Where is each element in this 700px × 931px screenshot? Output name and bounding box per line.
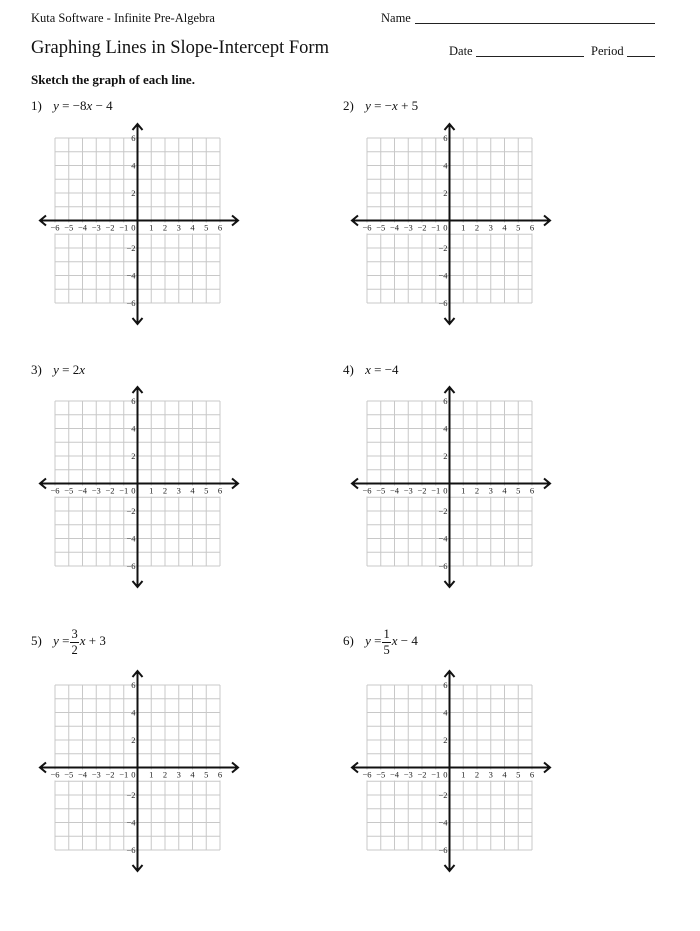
coordinate-grid-6[interactable] <box>346 666 556 876</box>
y-tick-label: 4 <box>443 423 448 434</box>
x-tick-label: −3 <box>403 769 413 780</box>
problem-6 <box>343 628 418 656</box>
problem-1 <box>31 98 113 114</box>
coordinate-grid-5[interactable] <box>34 666 244 876</box>
x-tick-label: −3 <box>403 485 413 496</box>
y-tick-label: 4 <box>131 423 136 434</box>
x-tick-label: 5 <box>516 769 521 780</box>
x-tick-label: 1 <box>461 769 466 780</box>
x-tick-label: 0 <box>131 222 136 233</box>
x-tick-label: 6 <box>217 222 223 233</box>
x-tick-label: 3 <box>488 222 493 233</box>
equation <box>365 98 418 113</box>
x-tick-label: 4 <box>502 769 507 780</box>
x-tick-label: 3 <box>176 485 181 496</box>
x-tick-label: −5 <box>64 222 74 233</box>
software-label: Kuta Software - Infinite Pre-Algebra <box>31 11 215 25</box>
x-tick-label: 0 <box>443 485 448 496</box>
frac-numerator: 1 <box>383 627 390 641</box>
x-tick-label: 6 <box>529 222 535 233</box>
grid-svg <box>346 666 556 876</box>
grid-svg <box>346 119 556 329</box>
x-tick-label: −5 <box>64 769 74 780</box>
fraction <box>382 628 390 656</box>
problem-3 <box>31 362 85 378</box>
x-tick-label: −2 <box>105 485 115 496</box>
y-tick-label: −4 <box>126 270 136 281</box>
instructions: Sketch the graph of each line. <box>31 72 195 87</box>
x-tick-label: −5 <box>64 485 74 496</box>
equation <box>53 98 113 113</box>
problem-2 <box>343 98 418 114</box>
y-tick-label: −2 <box>438 506 448 516</box>
x-tick-label: 2 <box>474 485 480 496</box>
coordinate-grid-1[interactable] <box>34 119 244 329</box>
y-tick-label: −6 <box>126 845 136 855</box>
x-tick-label: −5 <box>376 485 386 496</box>
var-x: x <box>391 632 398 648</box>
x-tick-label: −2 <box>105 222 115 233</box>
y-tick-label: 6 <box>443 680 448 690</box>
x-tick-label: 5 <box>204 222 209 233</box>
coordinate-grid-4[interactable] <box>346 382 556 592</box>
x-tick-label: 1 <box>149 769 154 780</box>
var-x: x <box>392 98 398 113</box>
name-field-line[interactable] <box>415 23 655 24</box>
x-tick-label: 6 <box>529 769 535 780</box>
y-tick-label: 6 <box>131 396 136 406</box>
x-tick-label: 2 <box>162 769 168 780</box>
y-tick-label: 2 <box>443 188 448 198</box>
var-y: y <box>53 632 59 648</box>
x-tick-label: 3 <box>488 769 493 780</box>
y-tick-label: 6 <box>443 396 448 406</box>
y-tick-label: 4 <box>443 707 448 718</box>
y-tick-label: −4 <box>438 817 448 828</box>
equation <box>365 627 418 657</box>
eq-part: = <box>62 632 70 648</box>
frac-denominator: 5 <box>383 642 390 657</box>
x-tick-label: 1 <box>461 485 466 496</box>
x-tick-label: −2 <box>417 222 427 233</box>
x-tick-label: −4 <box>77 222 88 233</box>
x-tick-label: −1 <box>119 769 129 780</box>
x-tick-label: 5 <box>516 222 521 233</box>
grid-svg <box>34 382 244 592</box>
y-tick-label: 6 <box>131 680 136 690</box>
problem-number: 1) <box>31 98 42 113</box>
x-tick-label: −4 <box>77 769 88 780</box>
x-tick-label: 4 <box>190 485 195 496</box>
var-y: y <box>53 98 59 113</box>
y-tick-label: 2 <box>443 451 448 461</box>
y-tick-label: 2 <box>131 188 136 198</box>
grid-svg <box>34 666 244 876</box>
date-label: Date <box>449 44 473 58</box>
x-tick-label: −4 <box>389 485 400 496</box>
equation <box>53 362 85 377</box>
x-tick-label: −3 <box>91 769 101 780</box>
y-tick-label: 2 <box>131 451 136 461</box>
y-tick-label: 6 <box>443 133 448 143</box>
problem-number: 3) <box>31 362 42 377</box>
y-tick-label: −4 <box>126 817 136 828</box>
y-tick-label: 2 <box>131 735 136 745</box>
y-tick-label: 2 <box>443 735 448 745</box>
x-tick-label: 3 <box>488 485 493 496</box>
var-x: x <box>86 98 93 113</box>
x-tick-label: −6 <box>50 222 60 233</box>
coordinate-grid-2[interactable] <box>346 119 556 329</box>
x-tick-label: 6 <box>529 485 535 496</box>
x-tick-label: −3 <box>91 222 101 233</box>
grid-svg <box>34 119 244 329</box>
x-tick-label: −2 <box>417 485 427 496</box>
y-tick-label: −2 <box>438 243 448 253</box>
x-tick-label: −5 <box>376 222 386 233</box>
x-tick-label: −2 <box>417 769 427 780</box>
x-tick-label: 0 <box>443 222 448 233</box>
grid-svg <box>346 382 556 592</box>
x-tick-label: 5 <box>516 485 521 496</box>
y-tick-label: −2 <box>126 243 136 253</box>
x-tick-label: 0 <box>443 769 448 780</box>
x-tick-label: −2 <box>105 769 115 780</box>
var-x: x <box>365 362 371 377</box>
x-tick-label: −1 <box>119 222 129 233</box>
x-tick-label: −3 <box>403 222 413 233</box>
eq-tail: − 4 <box>397 632 418 648</box>
x-tick-label: 2 <box>474 769 480 780</box>
x-tick-label: 4 <box>502 485 507 496</box>
equation <box>53 627 106 657</box>
y-tick-label: −6 <box>438 561 448 571</box>
date-field-line[interactable] <box>476 56 584 57</box>
equation <box>365 362 398 377</box>
y-tick-label: −2 <box>126 506 136 516</box>
problem-number: 5) <box>31 632 42 648</box>
eq-tail: + 3 <box>85 632 106 648</box>
frac-denominator: 2 <box>71 642 78 657</box>
eq-tail: − 4 <box>92 98 113 113</box>
y-tick-label: −2 <box>126 790 136 800</box>
x-tick-label: 2 <box>162 222 168 233</box>
x-tick-label: 4 <box>502 222 507 233</box>
eq-part: = −8 <box>62 98 87 113</box>
y-tick-label: 4 <box>131 160 136 171</box>
x-tick-label: 1 <box>149 222 154 233</box>
x-tick-label: 0 <box>131 485 136 496</box>
x-tick-label: 3 <box>176 222 181 233</box>
y-tick-label: −4 <box>438 270 448 281</box>
x-tick-label: −3 <box>91 485 101 496</box>
x-tick-label: 2 <box>162 485 168 496</box>
y-tick-label: −6 <box>438 298 448 308</box>
x-tick-label: −6 <box>362 485 372 496</box>
x-tick-label: 5 <box>204 485 209 496</box>
problem-number: 4) <box>343 362 354 377</box>
x-tick-label: −6 <box>50 485 60 496</box>
period-field-line[interactable] <box>627 56 655 57</box>
problem-4 <box>343 362 399 378</box>
x-tick-label: −6 <box>50 769 60 780</box>
eq-part: = 2 <box>62 362 80 377</box>
x-tick-label: −5 <box>376 769 386 780</box>
frac-numerator: 3 <box>71 627 78 641</box>
problem-5 <box>31 628 106 656</box>
y-tick-label: 4 <box>131 707 136 718</box>
y-tick-label: −6 <box>438 845 448 855</box>
name-label: Name <box>381 11 411 25</box>
worksheet-title: Graphing Lines in Slope-Intercept Form <box>31 38 329 58</box>
y-tick-label: −6 <box>126 561 136 571</box>
var-y: y <box>365 98 371 113</box>
var-x: x <box>79 632 86 648</box>
x-tick-label: −1 <box>431 769 441 780</box>
y-tick-label: 6 <box>131 133 136 143</box>
x-tick-label: −6 <box>362 769 372 780</box>
x-tick-label: 3 <box>176 769 181 780</box>
period-label: Period <box>591 44 624 58</box>
x-tick-label: 1 <box>461 222 466 233</box>
x-tick-label: −6 <box>362 222 372 233</box>
eq-part: = − <box>374 98 393 113</box>
x-tick-label: 4 <box>190 769 195 780</box>
eq-part: = <box>374 632 382 648</box>
var-x: x <box>79 362 85 377</box>
x-tick-label: −4 <box>389 222 400 233</box>
problem-number: 6) <box>343 632 354 648</box>
x-tick-label: 1 <box>149 485 154 496</box>
y-tick-label: −6 <box>126 298 136 308</box>
x-tick-label: 5 <box>204 769 209 780</box>
x-tick-label: 6 <box>217 769 223 780</box>
x-tick-label: 2 <box>474 222 480 233</box>
eq-part: = −4 <box>374 362 399 377</box>
x-tick-label: −1 <box>431 222 441 233</box>
x-tick-label: −4 <box>389 769 400 780</box>
coordinate-grid-3[interactable] <box>34 382 244 592</box>
x-tick-label: 4 <box>190 222 195 233</box>
x-tick-label: 6 <box>217 485 223 496</box>
x-tick-label: −4 <box>77 485 88 496</box>
problem-number: 2) <box>343 98 354 113</box>
y-tick-label: −4 <box>438 533 448 544</box>
fraction <box>70 628 78 656</box>
y-tick-label: −2 <box>438 790 448 800</box>
y-tick-label: −4 <box>126 533 136 544</box>
var-y: y <box>53 362 59 377</box>
x-tick-label: 0 <box>131 769 136 780</box>
eq-tail: + 5 <box>397 98 419 113</box>
y-tick-label: 4 <box>443 160 448 171</box>
x-tick-label: −1 <box>119 485 129 496</box>
var-y: y <box>365 632 371 648</box>
x-tick-label: −1 <box>431 485 441 496</box>
